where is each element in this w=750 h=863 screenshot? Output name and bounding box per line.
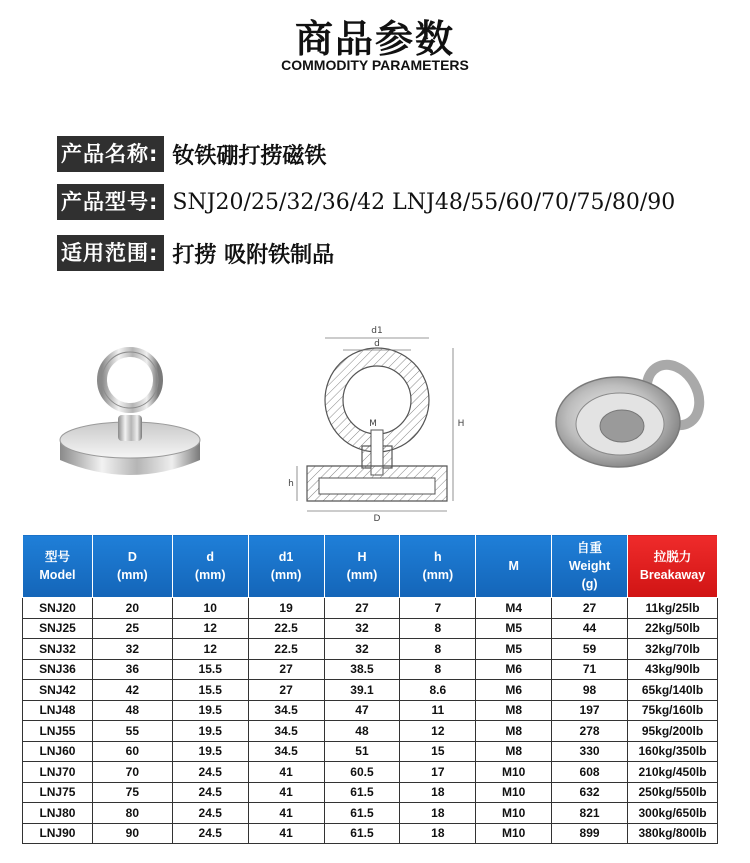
table-cell: M6	[476, 659, 552, 680]
table-row	[23, 598, 718, 619]
table-cell: 59	[552, 639, 628, 660]
col-header-M: M	[476, 535, 552, 598]
table-cell: 8	[400, 618, 476, 639]
dim-label-h-upper: H	[457, 419, 465, 429]
table-cell: 278	[552, 721, 628, 742]
col-header-d: d (mm)	[172, 535, 248, 598]
table-row	[23, 823, 718, 844]
table-cell: 19.5	[172, 741, 248, 762]
table-cell: 27	[324, 598, 400, 619]
table-cell: 18	[400, 823, 476, 844]
table-cell: 12	[172, 618, 248, 639]
table-cell: 75	[92, 782, 172, 803]
table-cell: 32kg/70lb	[628, 639, 718, 660]
table-cell: 44	[552, 618, 628, 639]
table-cell: 32	[324, 618, 400, 639]
table-cell: 55	[92, 721, 172, 742]
param-row-model	[57, 184, 675, 220]
table-cell: 24.5	[172, 782, 248, 803]
table-cell: 15	[400, 741, 476, 762]
table-row	[23, 762, 718, 783]
table-cell: 61.5	[324, 803, 400, 824]
table-cell: LNJ75	[23, 782, 93, 803]
table-cell: SNJ36	[23, 659, 93, 680]
table-cell: 330	[552, 741, 628, 762]
table-cell: 41	[248, 823, 324, 844]
param-label-model: 产品型号:	[57, 184, 164, 220]
table-cell: M5	[476, 639, 552, 660]
table-cell: 41	[248, 762, 324, 783]
table-row	[23, 803, 718, 824]
table-cell: SNJ20	[23, 598, 93, 619]
dim-label-d: d	[374, 339, 380, 349]
table-cell: 24.5	[172, 823, 248, 844]
table-row	[23, 700, 718, 721]
table-cell: 197	[552, 700, 628, 721]
table-cell: 12	[172, 639, 248, 660]
table-cell: SNJ42	[23, 680, 93, 701]
table-cell: M10	[476, 803, 552, 824]
table-cell: 95kg/200lb	[628, 721, 718, 742]
param-row-name	[57, 136, 326, 172]
table-cell: 32	[92, 639, 172, 660]
table-cell: M5	[476, 618, 552, 639]
table-row	[23, 741, 718, 762]
table-cell: 22.5	[248, 618, 324, 639]
table-row	[23, 782, 718, 803]
table-cell: 821	[552, 803, 628, 824]
col-header-d1: d1 (mm)	[248, 535, 324, 598]
param-value-usage: 打捞 吸附铁制品	[172, 242, 335, 268]
table-cell: 11	[400, 700, 476, 721]
table-cell: 7	[400, 598, 476, 619]
table-cell: 15.5	[172, 680, 248, 701]
table-cell: 27	[248, 659, 324, 680]
table-cell: 61.5	[324, 823, 400, 844]
table-cell: 22.5	[248, 639, 324, 660]
table-cell: 12	[400, 721, 476, 742]
table-cell: M6	[476, 680, 552, 701]
page-title: 商品参数	[294, 17, 455, 61]
table-header-row	[23, 535, 718, 598]
table-cell: 300kg/650lb	[628, 803, 718, 824]
table-cell: 61.5	[324, 782, 400, 803]
table-cell: 20	[92, 598, 172, 619]
table-cell: 18	[400, 803, 476, 824]
param-row-usage	[57, 235, 334, 271]
table-cell: 19.5	[172, 721, 248, 742]
param-label-usage: 适用范围:	[57, 235, 164, 271]
table-cell: 48	[92, 700, 172, 721]
dim-label-d1: d1	[371, 326, 383, 336]
dim-label-diameter: D	[373, 514, 381, 523]
table-cell: 47	[324, 700, 400, 721]
dim-label-m: M	[369, 419, 377, 429]
table-cell: 24.5	[172, 803, 248, 824]
table-cell: 25	[92, 618, 172, 639]
table-cell: 19	[248, 598, 324, 619]
table-cell: 90	[92, 823, 172, 844]
table-cell: 22kg/50lb	[628, 618, 718, 639]
table-cell: 75kg/160lb	[628, 700, 718, 721]
table-cell: 11kg/25lb	[628, 598, 718, 619]
product-photo-front	[55, 340, 205, 490]
table-cell: 8	[400, 639, 476, 660]
col-header-breakaway: 拉脱力 Breakaway	[628, 535, 718, 598]
table-cell: 41	[248, 782, 324, 803]
table-cell: 38.5	[324, 659, 400, 680]
table-cell: LNJ90	[23, 823, 93, 844]
table-cell: 60.5	[324, 762, 400, 783]
table-cell: 32	[324, 639, 400, 660]
table-cell: 34.5	[248, 721, 324, 742]
table-cell: 210kg/450lb	[628, 762, 718, 783]
table-cell: LNJ55	[23, 721, 93, 742]
table-row	[23, 680, 718, 701]
table-row	[23, 659, 718, 680]
table-cell: 10	[172, 598, 248, 619]
page-subtitle: COMMODITY PARAMETERS	[281, 57, 469, 73]
table-cell: 17	[400, 762, 476, 783]
table-cell: 250kg/550lb	[628, 782, 718, 803]
table-cell: 70	[92, 762, 172, 783]
table-cell: 27	[248, 680, 324, 701]
table-cell: 608	[552, 762, 628, 783]
param-label-name: 产品名称:	[57, 136, 164, 172]
table-cell: LNJ48	[23, 700, 93, 721]
table-cell: 80	[92, 803, 172, 824]
table-cell: 48	[324, 721, 400, 742]
col-header-weight: 自重 Weight (g)	[552, 535, 628, 598]
table-cell: M10	[476, 823, 552, 844]
table-cell: 8	[400, 659, 476, 680]
table-cell: 24.5	[172, 762, 248, 783]
table-cell: SNJ32	[23, 639, 93, 660]
col-header-H: H (mm)	[324, 535, 400, 598]
table-cell: M4	[476, 598, 552, 619]
table-cell: M8	[476, 721, 552, 742]
table-cell: 39.1	[324, 680, 400, 701]
table-cell: 43kg/90lb	[628, 659, 718, 680]
col-header-model: 型号 Model	[23, 535, 93, 598]
table-cell: 160kg/350lb	[628, 741, 718, 762]
table-cell: 34.5	[248, 741, 324, 762]
spec-table	[22, 534, 718, 844]
table-cell: LNJ70	[23, 762, 93, 783]
table-cell: 19.5	[172, 700, 248, 721]
table-cell: M10	[476, 762, 552, 783]
col-header-h: h (mm)	[400, 535, 476, 598]
table-row	[23, 721, 718, 742]
col-header-D: D (mm)	[92, 535, 172, 598]
table-cell: 51	[324, 741, 400, 762]
table-cell: 41	[248, 803, 324, 824]
table-cell: 36	[92, 659, 172, 680]
table-cell: 18	[400, 782, 476, 803]
table-cell: 42	[92, 680, 172, 701]
param-value-model: SNJ20/25/32/36/42 LNJ48/55/60/70/75/80/90	[172, 189, 676, 215]
table-cell: M8	[476, 741, 552, 762]
table-cell: LNJ80	[23, 803, 93, 824]
table-cell: 380kg/800lb	[628, 823, 718, 844]
table-cell: 60	[92, 741, 172, 762]
table-cell: 8.6	[400, 680, 476, 701]
table-cell: M8	[476, 700, 552, 721]
table-cell: 899	[552, 823, 628, 844]
param-value-name: 钕铁硼打捞磁铁	[172, 143, 327, 169]
table-cell: 65kg/140lb	[628, 680, 718, 701]
table-cell: 34.5	[248, 700, 324, 721]
table-cell: 27	[552, 598, 628, 619]
dim-label-h-lower: h	[288, 479, 294, 489]
table-cell: 98	[552, 680, 628, 701]
table-cell: 15.5	[172, 659, 248, 680]
table-cell: 632	[552, 782, 628, 803]
table-cell: LNJ60	[23, 741, 93, 762]
table-cell: M10	[476, 782, 552, 803]
technical-drawing	[285, 318, 470, 523]
table-cell: 71	[552, 659, 628, 680]
table-row	[23, 618, 718, 639]
table-cell: SNJ25	[23, 618, 93, 639]
table-row	[23, 639, 718, 660]
product-photo-angled	[548, 350, 708, 475]
